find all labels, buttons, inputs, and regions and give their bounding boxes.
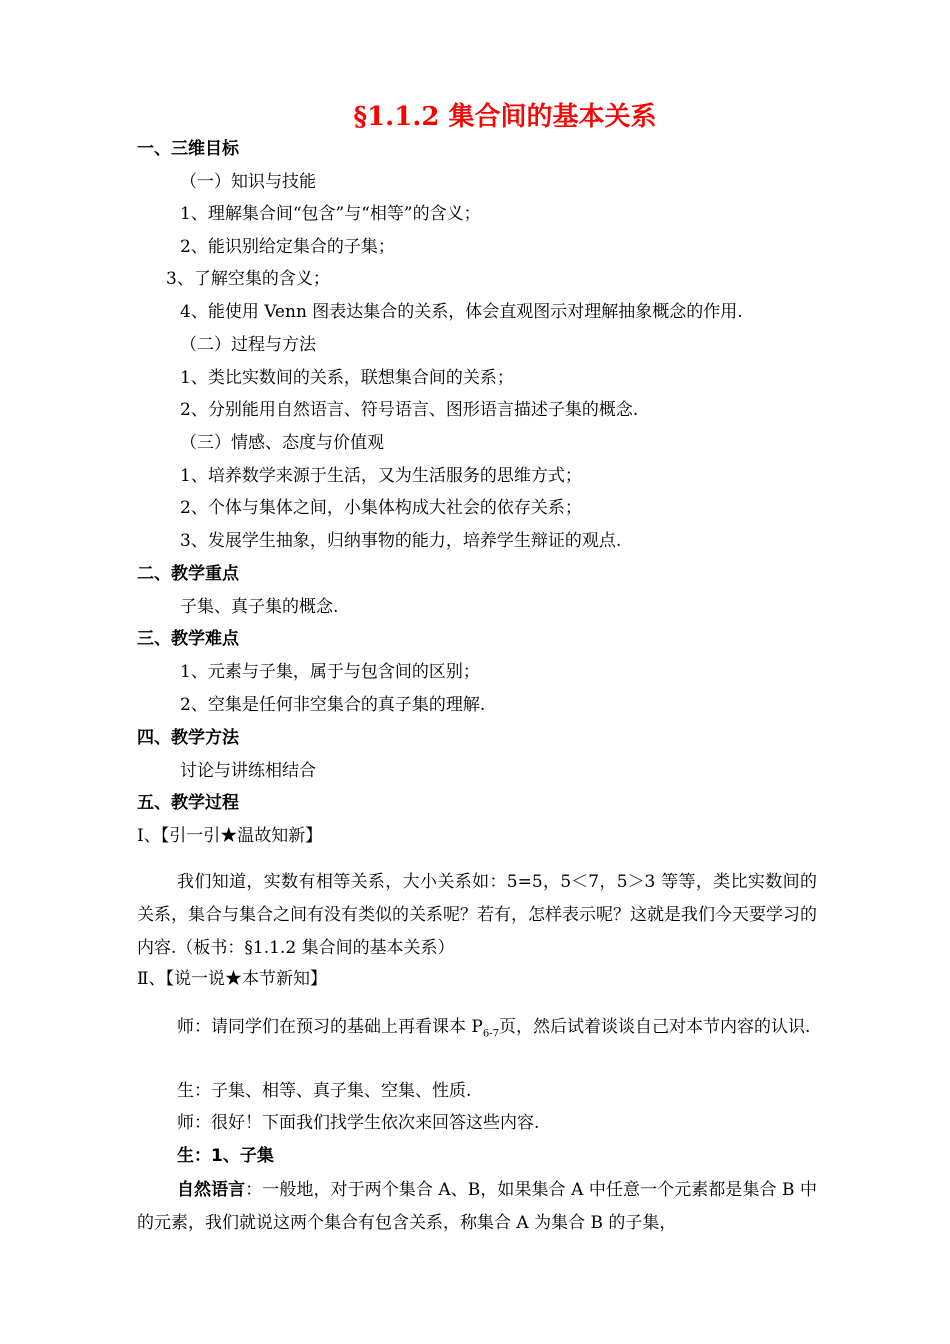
list-item: 2、分别能用自然语言、符号语言、图形语言描述子集的概念. (180, 400, 639, 420)
key-points-text: 子集、真子集的概念. (180, 597, 339, 617)
natural-language-label: 自然语言 (177, 1180, 246, 1200)
section-heading-methods: 四、教学方法 (137, 728, 239, 748)
teacher-text-b: 页，然后试着谈谈自己对本节内容的认识. (498, 1017, 811, 1037)
student-answer: 生：子集、相等、真子集、空集、性质. (177, 1081, 472, 1101)
section-heading-key-points: 二、教学重点 (137, 564, 239, 584)
review-paragraph: 我们知道，实数有相等关系，大小关系如：5=5，5＜7，5＞3 等等，类比实数间的关系，集合与集合之间有没有类似的关系呢？若有，怎样表示呢？这就是我们今天要学习的内容.（板书：§1.1.2 集合间的基本关系） (137, 872, 817, 958)
subheading-knowledge-skills: （一）知识与技能 (180, 172, 316, 192)
section-heading-difficulties: 三、教学难点 (137, 629, 239, 649)
list-item: 1、培养数学来源于生活，又为生活服务的思维方式； (180, 466, 582, 486)
list-item: 2、个体与集体之间，小集体构成大社会的依存关系； (180, 498, 582, 518)
section-heading-objectives: 一、三维目标 (137, 139, 239, 159)
natural-language-paragraph (137, 1174, 817, 1240)
list-item: 2、空集是任何非空集合的真子集的理解. (180, 695, 486, 715)
document-title: §1.1.2 集合间的基本关系 (353, 102, 657, 132)
list-item: 1、元素与子集，属于与包含间的区别； (180, 662, 480, 682)
subheading-values: （三）情感、态度与价值观 (180, 433, 384, 453)
list-item: 4、能使用 Venn 图表达集合的关系，体会直观图示对理解抽象概念的作用. (180, 302, 743, 322)
page-range-subscript: 6-7 (482, 1028, 499, 1040)
natural-language-text: ：一般地，对于两个集合 A、B，如果集合 A 中任意一个元素都是集合 B 中的元素，我们就说这两个集合有包含关系，称集合 A 为集合 B 的子集， (137, 1180, 817, 1233)
subset-heading: 生：1、子集 (177, 1146, 274, 1166)
subheading-process-methods: （二）过程与方法 (180, 335, 316, 355)
list-item: 3、了解空集的含义； (166, 269, 330, 289)
list-item: 1、理解集合间“包含”与“相等”的含义； (180, 204, 481, 224)
teacher-text-a: 师：请同学们在预习的基础上再看课本 P (177, 1017, 483, 1037)
list-item: 2、能识别给定集合的子集； (180, 237, 395, 257)
section-heading-process: 五、教学过程 (137, 793, 239, 813)
list-item: 3、发展学生抽象，归纳事物的能力，培养学生辩证的观点. (180, 531, 622, 551)
teacher-paragraph (137, 1011, 817, 1077)
part-heading-new-knowledge: Ⅱ、【说一说★本节新知】 (137, 969, 328, 989)
teacher-remark: 师：很好！下面我们找学生依次来回答这些内容. (177, 1113, 540, 1133)
methods-text: 讨论与讲练相结合 (180, 761, 316, 781)
list-item: 1、类比实数间的关系，联想集合间的关系； (180, 368, 514, 388)
part-heading-review: Ⅰ、【引一引★温故知新】 (137, 826, 323, 846)
